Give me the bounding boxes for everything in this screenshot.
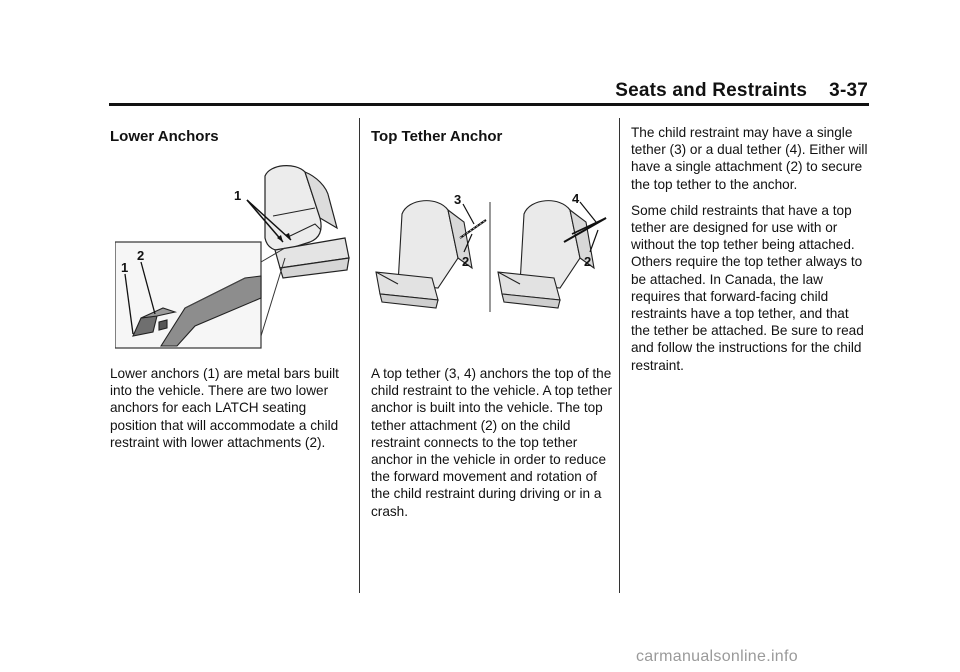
watermark: carmanualsonline.info	[636, 648, 798, 665]
top-tether-text: A top tether (3, 4) anchors the top of the child restraint to the vehicle. A top tether anchor is built into the vehicle. The top tether attachment (2) on the child restraint connects to the top tether anchor in the vehicle in order to reduce the forward movement and rotation of the child restraint during driving or in a crash.	[371, 366, 613, 519]
page-header	[0, 80, 868, 102]
lower-anchors-heading: Lower Anchors	[110, 128, 219, 145]
top-tether-figure	[368, 188, 612, 314]
header-rule	[109, 103, 869, 106]
figure-label-2: 2	[137, 248, 145, 263]
child-seat-illustration	[265, 166, 349, 278]
figure-label-3: 3	[454, 192, 462, 207]
column-divider-2	[619, 118, 620, 593]
figure-label-1-inset: 1	[121, 260, 129, 275]
figure-label-1-top: 1	[234, 188, 242, 203]
tether-paragraph-2: Some child restraints that have a top tether are designed for use with or without the top tether being attached. Others require the top tether always to be attached. In Canada, the law requires that forward-facing child restraints have a top tether, and that the tether be attached. Be sure to read and follow the instructions for the child restraint.	[631, 202, 864, 373]
page-number: 3-37	[829, 80, 868, 101]
section-title: Seats and Restraints	[615, 80, 808, 101]
lower-anchors-figure	[115, 158, 355, 350]
figure-label-4: 4	[572, 191, 580, 206]
seat-dual-tether	[498, 201, 594, 308]
tether-details-text	[631, 124, 871, 383]
lower-anchors-text: Lower anchors (1) are metal bars built into the vehicle. There are two lower anchors for each LATCH seating position that will accommodate a child restraint with lower attachments (2).	[110, 366, 339, 450]
figure-label-2-left: 2	[462, 254, 470, 269]
column-divider-1	[359, 118, 360, 593]
seat-single-tether	[376, 201, 472, 308]
top-tether-heading: Top Tether Anchor	[371, 128, 503, 145]
figure-label-2-right: 2	[584, 254, 592, 269]
tether-paragraph-1: The child restraint may have a single tether (3) or a dual tether (4). Either will have a single attachment (2) to secure the top tether to the anchor.	[631, 125, 868, 192]
